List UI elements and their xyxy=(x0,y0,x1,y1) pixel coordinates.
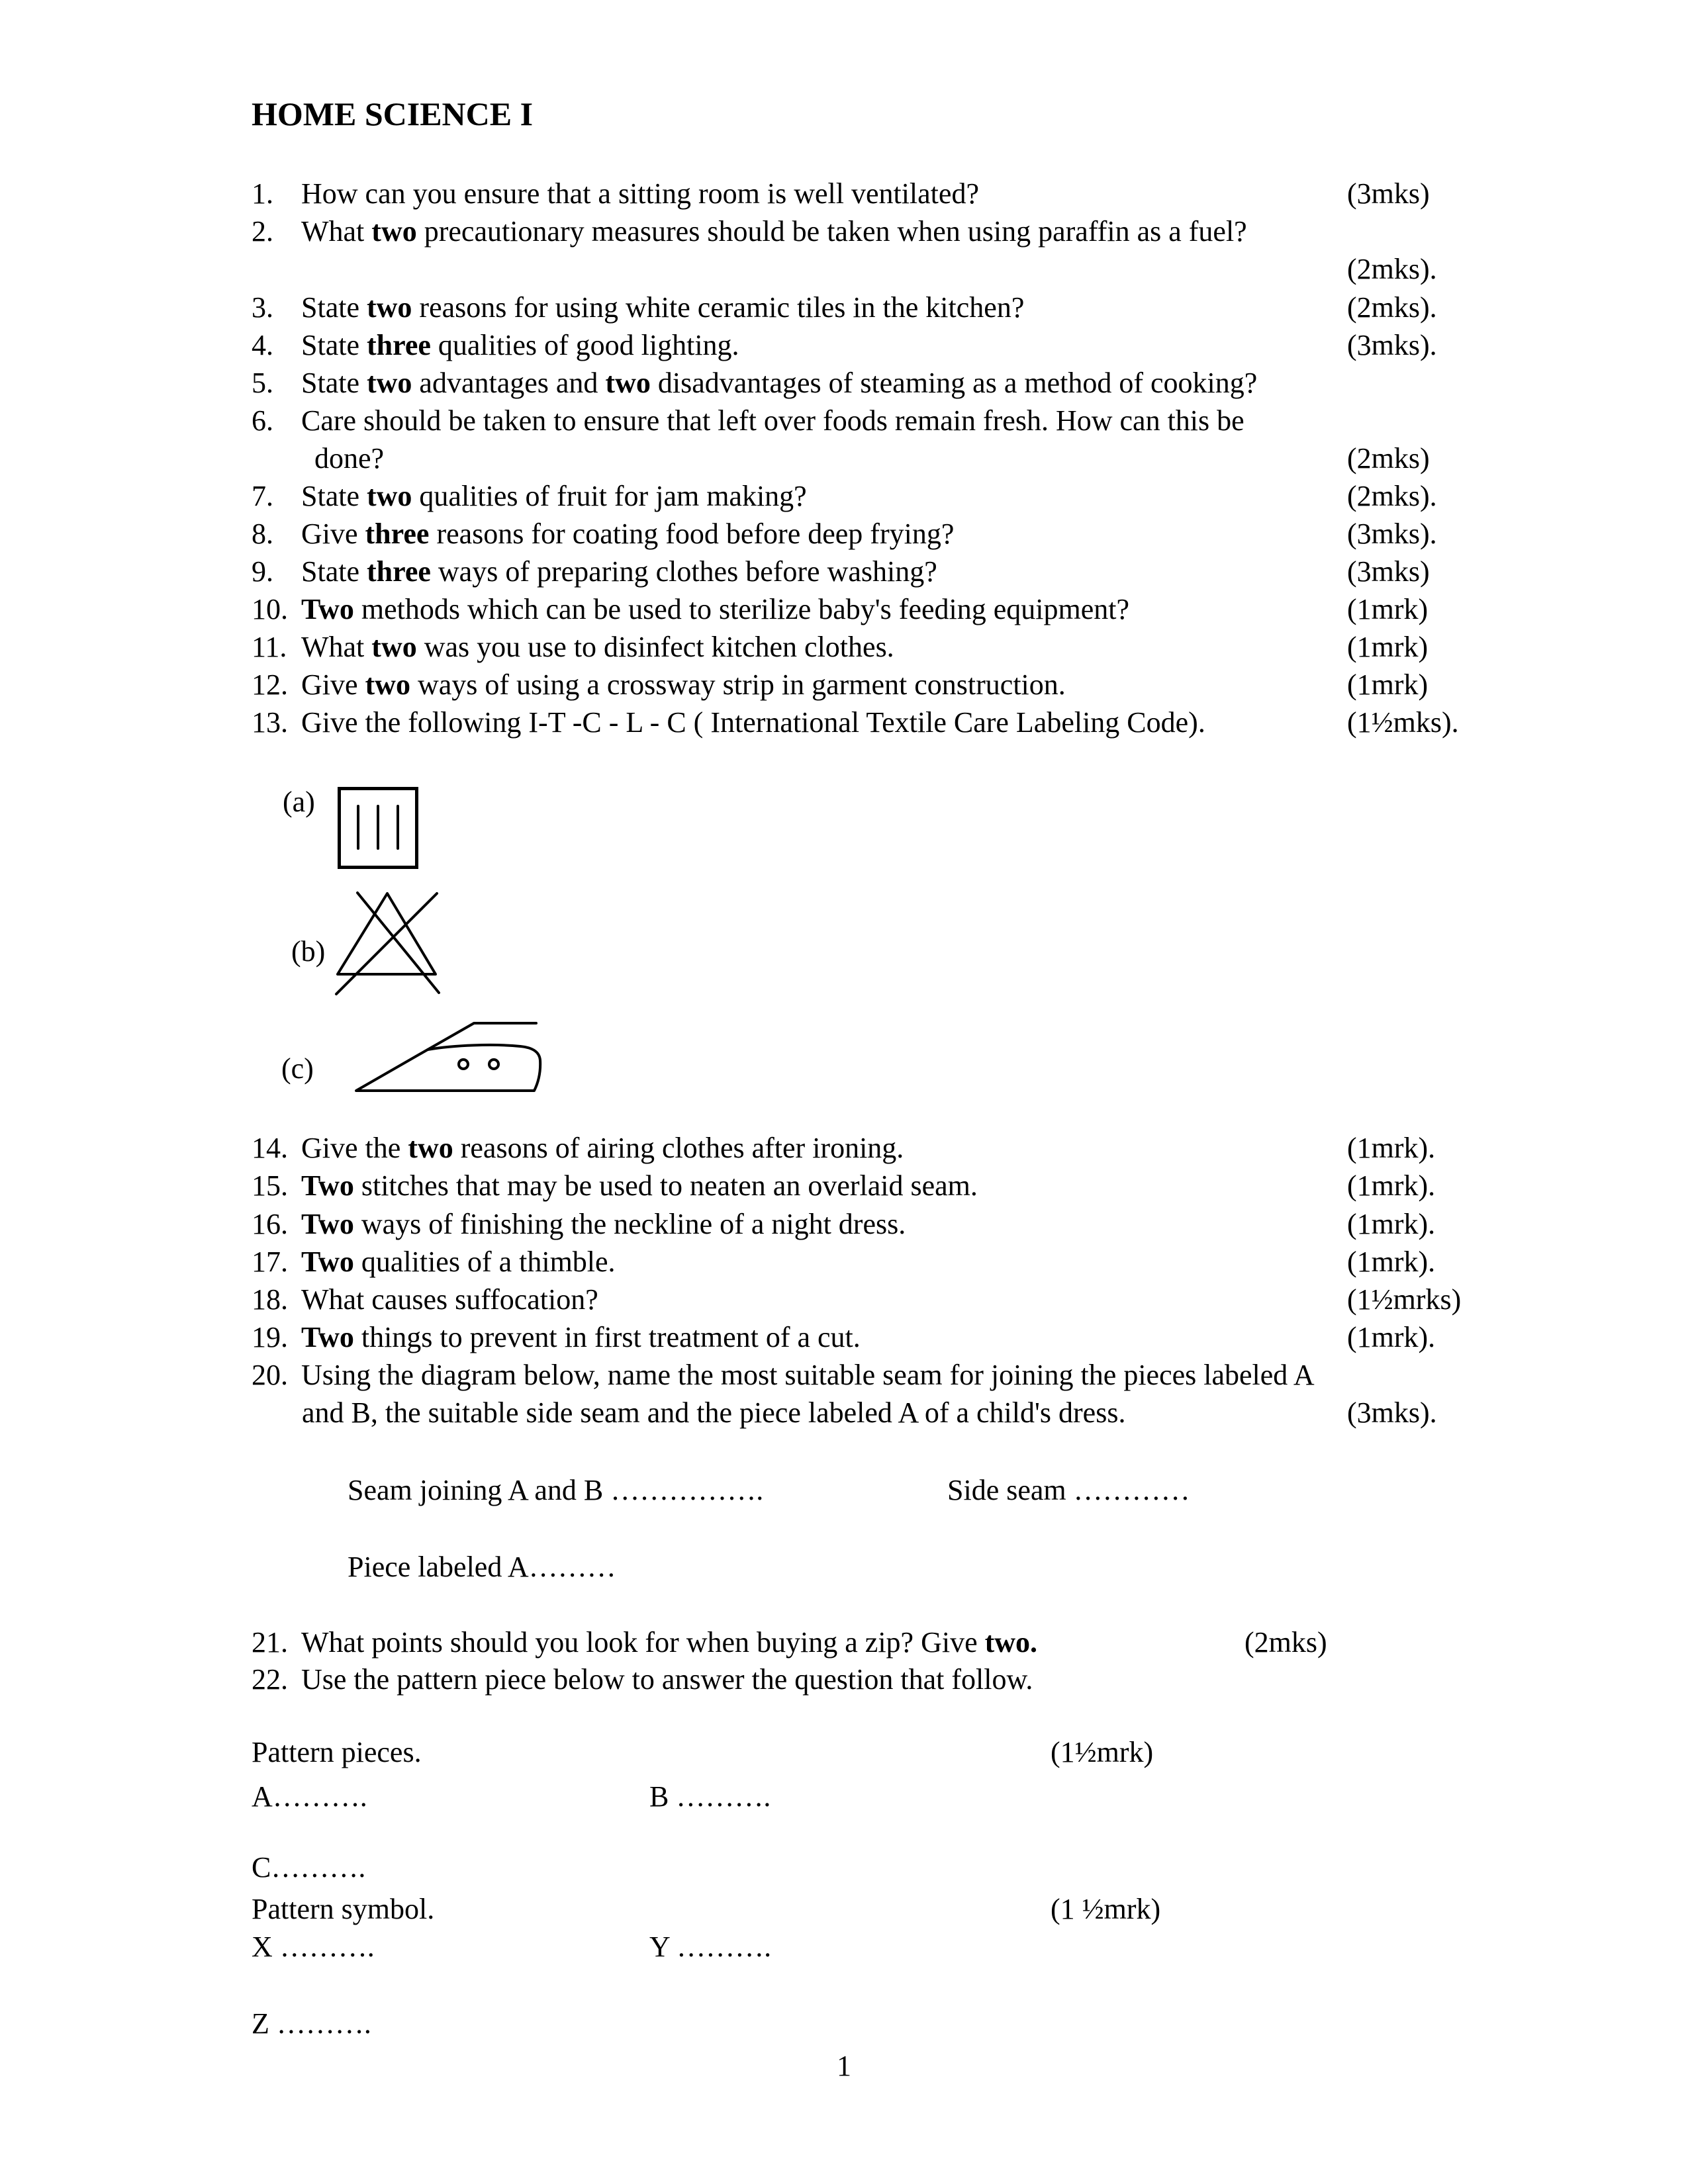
pattern-pieces-ab-line xyxy=(252,1778,771,1815)
question-text: Two qualities of a thimble. xyxy=(301,1246,616,1278)
pattern-piece-c-blank: C………. xyxy=(252,1851,366,1884)
page-number: 1 xyxy=(837,2050,851,2082)
marks-label: (3mks) xyxy=(1347,555,1430,588)
marks-label: (1mrk). xyxy=(1347,1132,1436,1164)
marks-label: (1mrk) xyxy=(1347,593,1429,625)
question-text: Use the pattern piece below to answer the question that follow. xyxy=(301,1663,1033,1696)
question-line-21 xyxy=(252,1623,1327,1661)
seam-joining-blank: Seam joining A and B ……………. xyxy=(348,1474,764,1506)
question-text: Give three reasons for coating food before deep frying? xyxy=(301,518,955,550)
question-line-12 xyxy=(252,666,1429,704)
question-text: done? xyxy=(314,442,385,475)
question-line-17 xyxy=(252,1243,1436,1281)
question-line-10 xyxy=(252,590,1429,628)
question-number: 19. xyxy=(252,1321,288,1353)
question-number: 12. xyxy=(252,668,288,701)
question-text: State three qualities of good lighting. xyxy=(301,329,739,361)
question-line-18 xyxy=(252,1281,1462,1318)
question-line-11 xyxy=(252,628,1429,666)
pattern-piece-a-blank: A………. xyxy=(252,1780,367,1813)
marks-label: (2mks) xyxy=(1347,442,1430,475)
pattern-pieces-c-line xyxy=(252,1848,365,1886)
marks-label: (3mks) xyxy=(1347,177,1430,210)
pattern-symbol-y-blank: Y ………. xyxy=(649,1931,772,1963)
question-line-19 xyxy=(252,1318,1436,1356)
question-text: Care should be taken to ensure that left over foods remain fresh. How can this be xyxy=(301,404,1244,437)
page-title: HOME SCIENCE I xyxy=(252,95,534,132)
question-20-continuation xyxy=(252,1394,1437,1432)
question-text: Two ways of finishing the neckline of a night dress. xyxy=(301,1208,906,1240)
marks-label: (1mrk). xyxy=(1347,1208,1436,1240)
question-number: 15. xyxy=(252,1169,288,1202)
pattern-symbol-line xyxy=(252,1890,1161,1928)
piece-labeled-blank: Piece labeled A……… xyxy=(348,1551,616,1583)
question-number: 3. xyxy=(252,291,273,324)
question-number: 8. xyxy=(252,518,273,550)
marks-label: (1mrk). xyxy=(1347,1169,1436,1202)
question-line-2 xyxy=(252,212,1247,250)
question-text: Two stitches that may be used to neaten an overlaid seam. xyxy=(301,1169,978,1202)
do-not-bleach-icon xyxy=(333,889,442,997)
marks-label: (2mks). xyxy=(1347,253,1437,285)
question-line-3 xyxy=(252,289,1437,326)
marks-label: (1½mrks) xyxy=(1347,1283,1462,1316)
question-line-16 xyxy=(252,1205,1436,1243)
piece-answer-line xyxy=(252,1548,616,1586)
question-line-6 xyxy=(252,402,1244,439)
question-number: 1. xyxy=(252,177,273,210)
question-line-1 xyxy=(252,175,1430,212)
question-line-4 xyxy=(252,326,1437,364)
question-text: What points should you look for when buying a zip? Give two. xyxy=(301,1626,1038,1659)
marks-label: (2mks). xyxy=(1347,291,1437,324)
question-line-5 xyxy=(252,364,1257,402)
question-line-20 xyxy=(252,1356,1315,1394)
question-number: 6. xyxy=(252,404,273,437)
pattern-pieces-line xyxy=(252,1733,1154,1771)
marks-label: (1½mks). xyxy=(1347,706,1459,739)
question-text: State three ways of preparing clothes before washing? xyxy=(301,555,937,588)
question-number: 17. xyxy=(252,1246,288,1278)
question-text: What two was you use to disinfect kitchen clothes. xyxy=(301,631,894,663)
question-number: 20. xyxy=(252,1359,288,1391)
pattern-symbol-label: Pattern symbol. xyxy=(252,1893,435,1925)
question-line-14 xyxy=(252,1129,1436,1167)
marks-label: (2mks). xyxy=(1347,480,1437,512)
marks-label: (3mks). xyxy=(1347,1396,1437,1429)
question-6-continuation xyxy=(252,439,1430,477)
question-line-15 xyxy=(252,1167,1436,1205)
marks-label: (1mrk). xyxy=(1347,1246,1436,1278)
care-label-c: (c) xyxy=(281,1052,314,1085)
question-text: and B, the suitable side seam and the piece labeled A of a child's dress. xyxy=(302,1396,1126,1429)
question-number: 9. xyxy=(252,555,273,588)
question-text: Two things to prevent in first treatment of a cut. xyxy=(301,1321,861,1353)
marks-label: (1mrk) xyxy=(1347,668,1429,701)
question-number: 11. xyxy=(252,631,287,663)
pattern-symbol-z-blank: Z ………. xyxy=(252,2007,371,2040)
question-text: How can you ensure that a sitting room is well ventilated? xyxy=(301,177,979,210)
question-number: 7. xyxy=(252,480,273,512)
question-line-8 xyxy=(252,515,1437,553)
question-line-22 xyxy=(252,1661,1033,1698)
marks-label: (1mrk) xyxy=(1347,631,1429,663)
marks-label: (1 ½mrk) xyxy=(1051,1893,1161,1925)
question-number: 22. xyxy=(252,1663,288,1696)
care-label-a: (a) xyxy=(283,786,315,818)
drip-dry-icon xyxy=(338,787,418,869)
question-line-13 xyxy=(252,704,1459,741)
question-text: Give two ways of using a crossway strip in garment construction. xyxy=(301,668,1066,701)
question-text: Give the two reasons of airing clothes after ironing. xyxy=(301,1132,904,1164)
pattern-piece-b-blank: B ………. xyxy=(649,1780,771,1813)
question-number: 2. xyxy=(252,215,273,248)
question-text: State two qualities of fruit for jam making? xyxy=(301,480,807,512)
question-number: 5. xyxy=(252,367,273,399)
marks-label: (3mks). xyxy=(1347,518,1437,550)
question-number: 18. xyxy=(252,1283,288,1316)
question-text: What causes suffocation? xyxy=(301,1283,598,1316)
care-label-b: (b) xyxy=(291,935,326,968)
marks-label: (2mks) xyxy=(1244,1626,1327,1659)
iron-icon xyxy=(355,1022,543,1096)
question-number: 21. xyxy=(252,1626,288,1659)
question-line-9 xyxy=(252,553,1430,590)
question-text: State two advantages and two disadvantages of steaming as a method of cooking? xyxy=(301,367,1258,399)
question-text: State two reasons for using white ceramic tiles in the kitchen? xyxy=(301,291,1025,324)
pattern-pieces-label: Pattern pieces. xyxy=(252,1736,422,1768)
question-number: 10. xyxy=(252,593,288,625)
pattern-symbol-z-line xyxy=(252,2005,371,2042)
question-number: 4. xyxy=(252,329,273,361)
question-text: Using the diagram below, name the most suitable seam for joining the pieces labeled A xyxy=(301,1359,1315,1391)
marks-label: (1mrk). xyxy=(1347,1321,1436,1353)
question-text: Two methods which can be used to sterilize baby's feeding equipment? xyxy=(301,593,1129,625)
marks-label: (1½mrk) xyxy=(1051,1736,1154,1768)
side-seam-blank: Side seam ………… xyxy=(947,1474,1190,1506)
marks-label: (3mks). xyxy=(1347,329,1437,361)
question-text: What two precautionary measures should be taken when using paraffin as a fuel? xyxy=(301,215,1247,248)
question-number: 13. xyxy=(252,706,288,739)
question-number: 16. xyxy=(252,1208,288,1240)
question-number: 14. xyxy=(252,1132,288,1164)
pattern-symbol-xy-line xyxy=(252,1928,772,1966)
question-text: Give the following I-T -C - L - C ( International Textile Care Labeling Code). xyxy=(301,706,1205,739)
seam-answer-line xyxy=(252,1471,1190,1509)
pattern-symbol-x-blank: X ………. xyxy=(252,1931,375,1963)
question-line-7 xyxy=(252,477,1437,515)
